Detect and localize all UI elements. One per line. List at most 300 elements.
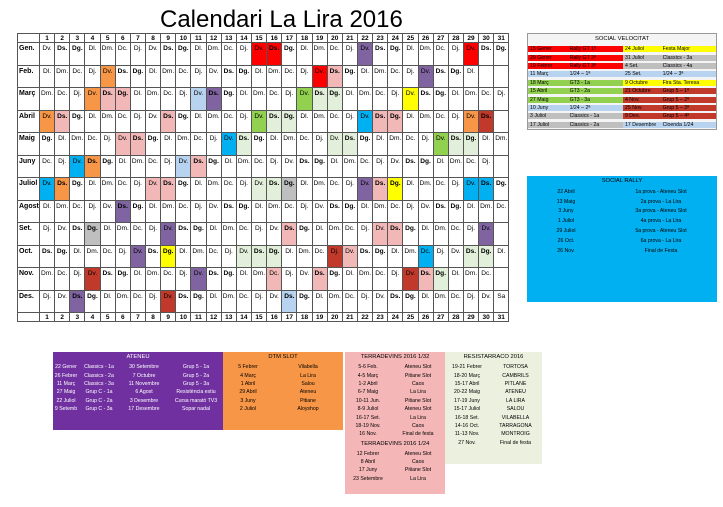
schedule-row [53, 388, 223, 396]
event-name: Resistència estiu [176, 389, 216, 396]
event-name: TARRAGONA [499, 422, 532, 429]
day-cell: Dv. [418, 65, 433, 88]
day-cell: Ds. [267, 43, 282, 66]
day-cell: Dc. [145, 155, 160, 178]
day-cell: Dm. [312, 110, 327, 133]
day-cell: Dv. [221, 133, 236, 156]
day-cell: Dl. [327, 155, 342, 178]
schedule-row [445, 363, 542, 371]
event-date: 11-13 Nov. [454, 431, 480, 438]
day-cell: Dv. [463, 110, 478, 133]
day-cell: Dg. [221, 268, 236, 291]
day-cell: Dc. [55, 88, 70, 111]
resistarraco-panel [445, 352, 542, 464]
event-name: GT3 - 2a [568, 88, 623, 94]
day-cell: Dc. [40, 155, 55, 178]
day-cell: Dg. [312, 155, 327, 178]
day-cell: Dg. [176, 178, 191, 201]
day-cell: Dl. [206, 290, 221, 313]
day-number: 20 [327, 34, 342, 43]
day-cell: Dm. [145, 88, 160, 111]
day-cell: Dc. [251, 155, 266, 178]
day-cell: Dj. [342, 110, 357, 133]
day-cell: Dl. [403, 43, 418, 66]
day-cell: Dl. [463, 200, 478, 223]
day-cell: Dm. [433, 290, 448, 313]
schedule-row [445, 439, 542, 447]
day-cell: Dv. [40, 178, 55, 201]
day-cell: Dm. [251, 268, 266, 291]
event-date: 20-22 Maig [454, 389, 480, 396]
schedule-row [345, 371, 445, 379]
event-name: Caos [411, 422, 425, 429]
day-cell: Dj. [130, 178, 145, 201]
corner-cell [18, 34, 40, 43]
day-cell: Dc. [479, 268, 494, 291]
month-row [18, 200, 509, 223]
schedule-row [53, 371, 223, 379]
day-cell: Ds. [433, 65, 448, 88]
day-cell: Dc. [342, 290, 357, 313]
day-cell: Dm. [145, 268, 160, 291]
event-name: 1a prova - Ateneu Slot [635, 188, 687, 195]
day-cell: Dl. [251, 200, 266, 223]
day-cell: Dm. [312, 43, 327, 66]
day-cell: Ds. [479, 110, 494, 133]
day-cell: Dl. [85, 110, 100, 133]
day-number: 8 [145, 34, 160, 43]
dtm-slot-title: DTM SLOT [268, 354, 298, 360]
day-cell: Dj. [403, 65, 418, 88]
day-cell: Dc. [448, 223, 463, 246]
day-cell: Dc. [297, 133, 312, 156]
event-name: Ateneu Slot [404, 364, 432, 371]
day-cell: Dg. [327, 268, 342, 291]
schedule-row [528, 70, 716, 78]
event-name: Fira Sta. Teresa [661, 80, 716, 86]
day-cell: Dj. [130, 110, 145, 133]
day-cell: Dv. [55, 290, 70, 313]
schedule-row [223, 388, 343, 396]
day-cell: Dm. [206, 43, 221, 66]
schedule-row [528, 62, 716, 70]
day-cell: Dv. [463, 178, 478, 201]
month-label: Set. [18, 223, 40, 246]
day-cell: Dj. [297, 65, 312, 88]
event-date: 26 Oct. [557, 237, 575, 244]
day-cell: Dg. [251, 133, 266, 156]
day-cell: Dc. [479, 88, 494, 111]
event-date: 26 Febrer [54, 372, 78, 379]
day-cell: Dv. [251, 110, 266, 133]
day-number: 30 [479, 34, 494, 43]
event-date: 17-19 Juny [454, 397, 480, 404]
day-cell: Dl. [479, 133, 494, 156]
event-name: ATENEU [505, 389, 526, 396]
day-cell: Dc. [85, 133, 100, 156]
ateneu-title: ATENEU [126, 354, 150, 360]
event-date: 4-5 Març [357, 372, 379, 379]
day-cell: Dv. [418, 200, 433, 223]
day-cell: Dc. [388, 200, 403, 223]
day-cell: Dc. [267, 268, 282, 291]
schedule-row [527, 207, 717, 217]
event-date: 10 Juny [528, 105, 568, 111]
day-number: 8 [145, 313, 160, 322]
day-cell: Dv. [433, 133, 448, 156]
event-name: La Lira [410, 475, 426, 482]
day-number: 13 [221, 34, 236, 43]
day-cell: Dc. [342, 223, 357, 246]
day-cell: Ds. [55, 43, 70, 66]
event-date: 16-18 Set. [455, 414, 479, 421]
schedule-row [445, 380, 542, 388]
event-name: Salou [301, 380, 315, 387]
day-cell: Dm. [161, 65, 176, 88]
event-date: 22 Gener [55, 364, 77, 371]
day-cell: Dv. [251, 178, 266, 201]
day-cell: Dm. [100, 43, 115, 66]
day-cell: Ds. [161, 110, 176, 133]
day-cell: Ds. [100, 88, 115, 111]
day-number: 11 [191, 34, 206, 43]
day-cell: Ds. [85, 155, 100, 178]
day-cell: Dv. [206, 65, 221, 88]
month-row [18, 268, 509, 291]
day-cell: Dv. [479, 223, 494, 246]
event-name: Rally GT 3ª [568, 63, 623, 69]
day-cell: Dl. [100, 223, 115, 246]
event-name: VILABELLA [501, 414, 530, 421]
day-cell: Ds. [130, 133, 145, 156]
day-cell: Dj. [130, 43, 145, 66]
dtm-slot-panel [223, 352, 343, 430]
event-date: 9 Setemb [54, 406, 78, 413]
day-cell: Dv. [85, 268, 100, 291]
day-number: 18 [297, 34, 312, 43]
day-cell: Dv. [236, 245, 251, 268]
event-date: 17 Desembre [623, 122, 661, 128]
event-date: 30 Setembre [129, 364, 159, 371]
day-cell: Dg. [373, 245, 388, 268]
day-cell: Dg. [55, 245, 70, 268]
day-cell: Dj. [479, 155, 494, 178]
day-number: 10 [176, 34, 191, 43]
day-cell: Dv. [206, 200, 221, 223]
day-number: 6 [115, 34, 130, 43]
day-cell: Dj. [403, 200, 418, 223]
day-cell: Dv. [115, 133, 130, 156]
day-cell: Dg. [130, 200, 145, 223]
day-cell: Dl. [55, 133, 70, 156]
day-cell: Dl. [145, 200, 160, 223]
day-cell: Ds. [221, 200, 236, 223]
day-cell: Dj. [448, 43, 463, 66]
event-name: 1/24 – 3ª [661, 71, 716, 77]
event-date: 29 Gener [528, 55, 568, 61]
day-number: 12 [206, 34, 221, 43]
day-cell: Dc. [115, 178, 130, 201]
day-cell: Dc. [70, 200, 85, 223]
event-date: 5 Febrer [238, 364, 258, 371]
day-number: 20 [327, 313, 342, 322]
event-date: 14-16 Oct. [454, 422, 480, 429]
day-cell: Dj. [418, 133, 433, 156]
event-name: 6a prova - La Lira [640, 237, 682, 244]
day-cell: Dg. [479, 245, 494, 268]
event-date: 15 Gener [528, 46, 568, 52]
day-cell: Dj. [85, 65, 100, 88]
day-number: 11 [191, 313, 206, 322]
event-date: 4 Març [240, 372, 256, 379]
event-name: Classics - 1a [84, 364, 114, 371]
day-cell: Dc. [115, 43, 130, 66]
event-name: Vilabella [298, 364, 318, 371]
day-cell: Dg. [85, 290, 100, 313]
schedule-row [528, 53, 716, 61]
day-cell: Dv. [55, 223, 70, 246]
day-cell: Dl. [448, 268, 463, 291]
day-cell: Dg. [433, 88, 448, 111]
day-cell: Dl. [403, 110, 418, 133]
day-number: 1 [40, 34, 55, 43]
event-name: Grup 5 – 1ª [661, 88, 716, 94]
day-cell: Dj. [282, 88, 297, 111]
day-cell: Dg. [357, 133, 372, 156]
event-date: 23 Setembre [353, 475, 383, 482]
day-cell: Ds. [55, 178, 70, 201]
day-cell: Dg. [494, 178, 509, 201]
schedule-row [345, 475, 445, 483]
event-date: 15 Abril [528, 88, 568, 94]
day-cell: Dv. [373, 290, 388, 313]
day-cell: Dm. [463, 88, 478, 111]
day-cell: Dl. [236, 88, 251, 111]
event-date: 17 Desembre [128, 406, 160, 413]
day-cell: Dg. [388, 43, 403, 66]
day-cell: Dc. [161, 268, 176, 291]
day-cell: Ds. [433, 200, 448, 223]
day-cell: Dl. [312, 290, 327, 313]
day-cell: Dc. [433, 43, 448, 66]
event-date: 27 Maig [56, 389, 76, 396]
day-cell: Ds. [70, 223, 85, 246]
day-cell: Dl. [70, 245, 85, 268]
day-number: 14 [236, 34, 251, 43]
day-cell: Dg. [70, 178, 85, 201]
day-cell: Ds. [55, 110, 70, 133]
day-cell: Dl. [221, 155, 236, 178]
event-name: Rally GT 1ª [568, 46, 623, 52]
day-number: 15 [251, 34, 266, 43]
day-cell: Dc. [236, 290, 251, 313]
day-cell: Ds. [282, 290, 297, 313]
event-name: Grup 5 - 3a [182, 380, 210, 387]
day-cell: Dv. [448, 245, 463, 268]
day-cell: Dl. [388, 245, 403, 268]
day-cell: Dc. [327, 43, 342, 66]
day-cell: Dc. [70, 65, 85, 88]
social-velocitat-panel [527, 33, 717, 130]
day-cell: Dj. [70, 88, 85, 111]
event-date: 29 Juliol [556, 228, 576, 235]
event-date: 22 Abril [557, 188, 575, 195]
day-cell: Dm. [176, 133, 191, 156]
day-cell: Dl. [206, 223, 221, 246]
day-cell: Dg. [267, 245, 282, 268]
day-cell: Dm. [448, 155, 463, 178]
event-date: 15-17 Abril [454, 380, 480, 387]
day-cell: Dm. [267, 200, 282, 223]
day-cell: Dg. [236, 200, 251, 223]
day-cell: Dm. [357, 88, 372, 111]
event-name: Ateneu Slot [404, 450, 432, 457]
day-cell: Dm. [388, 133, 403, 156]
day-cell: Dv. [161, 223, 176, 246]
schedule-row [53, 380, 223, 388]
day-cell: Dm. [282, 133, 297, 156]
day-number: 25 [403, 34, 418, 43]
day-cell: Dj. [206, 133, 221, 156]
day-cell: Dg. [342, 200, 357, 223]
day-cell: Dm. [418, 43, 433, 66]
event-name: Pitiane Slot [404, 397, 432, 404]
month-row [18, 43, 509, 66]
day-number: 21 [342, 34, 357, 43]
month-row [18, 223, 509, 246]
schedule-row [528, 121, 716, 129]
day-cell: Dc. [357, 155, 372, 178]
day-cell: Dl. [236, 268, 251, 291]
day-cell: Dg. [70, 110, 85, 133]
day-cell: Dg. [40, 133, 55, 156]
day-number: 27 [433, 34, 448, 43]
day-cell: Ds. [297, 155, 312, 178]
event-date: 18-19 Nov. [355, 422, 381, 429]
day-cell: Ds. [479, 178, 494, 201]
day-cell: Dc. [206, 245, 221, 268]
day-cell: Dl. [297, 178, 312, 201]
event-name: 2a prova - La Lira [640, 198, 682, 205]
day-number: 27 [433, 313, 448, 322]
day-number: 15 [251, 313, 266, 322]
day-cell: Dv. [251, 43, 266, 66]
event-name: 4a prova - La Lira [640, 218, 682, 225]
event-name: Cloenda 1/24 [661, 122, 716, 128]
day-cell: Dc. [388, 65, 403, 88]
day-cell: Dv. [312, 65, 327, 88]
day-number: 29 [463, 34, 478, 43]
day-cell: Dj. [236, 178, 251, 201]
schedule-row [223, 371, 343, 379]
day-number: 13 [221, 313, 236, 322]
day-cell: Dc. [236, 223, 251, 246]
event-date: 6-7 Maig [357, 389, 379, 396]
day-cell: Dl. [100, 290, 115, 313]
day-cell: Dv. [479, 290, 494, 313]
day-cell: Dg. [100, 155, 115, 178]
day-cell: Dm. [40, 88, 55, 111]
day-cell: Dc. [494, 200, 509, 223]
event-name: Final de festa [402, 431, 434, 438]
day-cell: Dm. [206, 110, 221, 133]
day-cell: Ds. [267, 178, 282, 201]
event-name: Caos [411, 380, 425, 387]
day-cell: Dg. [191, 223, 206, 246]
day-cell: Dg. [297, 223, 312, 246]
month-label: Març [18, 88, 40, 111]
day-cell: Ds. [312, 268, 327, 291]
day-cell: Dj. [191, 65, 206, 88]
day-cell: Dc. [267, 88, 282, 111]
day-cell: Dj. [145, 223, 160, 246]
day-cell [494, 268, 509, 291]
day-cell: Dv. [40, 43, 55, 66]
corner-cell [18, 313, 40, 322]
day-cell: Dj. [55, 155, 70, 178]
day-cell: Dg. [327, 88, 342, 111]
day-number: 5 [100, 313, 115, 322]
day-number: 2 [55, 34, 70, 43]
event-name: Ateneu Slot [404, 406, 432, 413]
day-cell: Ds. [357, 245, 372, 268]
event-date: 31 Juliol [623, 55, 661, 61]
terradevins-124-title: TERRADEVINS 2016 1/24 [360, 440, 430, 447]
day-cell: Dc. [403, 133, 418, 156]
day-cell: Dg. [418, 155, 433, 178]
schedule-row [345, 430, 445, 438]
month-label: Juliol [18, 178, 40, 201]
day-cell: Dj. [357, 290, 372, 313]
day-cell: Dv. [100, 200, 115, 223]
day-cell: Ds. [176, 290, 191, 313]
day-cell: Dg. [403, 223, 418, 246]
day-cell: Dj. [70, 268, 85, 291]
day-cell: Ds. [463, 245, 478, 268]
event-name: Grup 5 - 1a [182, 364, 210, 371]
day-cell: Dm. [251, 88, 266, 111]
event-date: 3 Juny [240, 397, 256, 404]
day-cell: Dc. [433, 110, 448, 133]
day-cell: Dm. [373, 65, 388, 88]
day-cell: Dm. [357, 268, 372, 291]
social-velocitat-title: SOCIAL VELOCITAT [594, 36, 649, 42]
day-cell: Dm. [221, 223, 236, 246]
event-name: Final de festa [499, 439, 532, 446]
day-cell: Dl. [130, 268, 145, 291]
day-cell: Ds. [100, 268, 115, 291]
day-cell: Dg. [130, 65, 145, 88]
event-name: Grup 5 – 4ª [661, 113, 716, 119]
day-cell: Dj. [388, 268, 403, 291]
schedule-row [527, 197, 717, 207]
day-cell: Dv. [388, 155, 403, 178]
day-number: 31 [494, 313, 509, 322]
schedule-row [345, 388, 445, 396]
day-cell: Dc. [433, 178, 448, 201]
day-cell: Ds. [327, 65, 342, 88]
day-cell: Dg. [145, 133, 160, 156]
day-cell: Dc. [176, 65, 191, 88]
day-cell: Ds. [176, 223, 191, 246]
day-cell: Ds. [418, 88, 433, 111]
day-number: 26 [418, 34, 433, 43]
day-cell: Dj. [40, 223, 55, 246]
day-cell: Dj. [494, 88, 509, 111]
day-cell: Ds. [388, 223, 403, 246]
month-row [18, 155, 509, 178]
schedule-row [528, 112, 716, 120]
